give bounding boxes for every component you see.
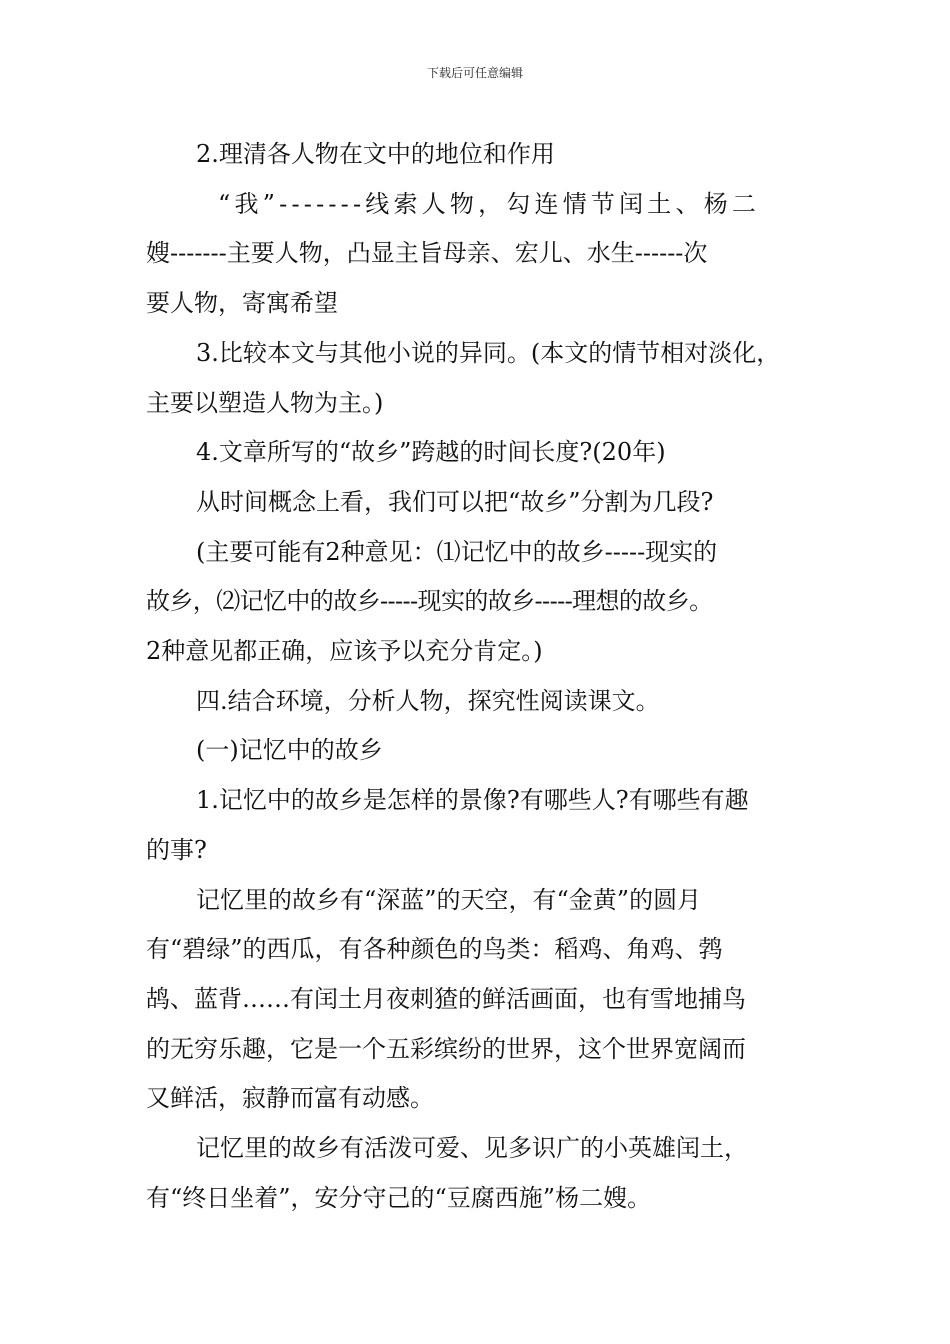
paragraph-line: 2种意见都正确，应该予以充分肯定。) <box>146 637 543 666</box>
paragraph-line: 1.记忆中的故乡是怎样的景像?有哪些人?有哪些有趣 <box>196 786 749 815</box>
paragraph-line: 2.理清各人物在文中的地位和作用 <box>196 140 555 168</box>
paragraph-line: 3.比较本文与其他小说的异同。(本文的情节相对淡化， <box>196 338 781 367</box>
document-body <box>146 130 810 1223</box>
paragraph-line: 故乡，⑵记忆中的故乡-----现实的故乡-----理想的故乡。 <box>146 587 713 616</box>
paragraph-line: (主要可能有2种意见：⑴记忆中的故乡-----现实的 <box>196 537 718 566</box>
paragraph-line: 记忆里的故乡有活泼可爱、见多识广的小英雄闰土， <box>196 1134 748 1163</box>
paragraph-line: 嫂-------主要人物，凸显主旨母亲、宏儿、水生------次 <box>146 239 708 268</box>
paragraph-line: 的事? <box>146 835 207 864</box>
paragraph-line: 四.结合环境，分析人物，探究性阅读课文。 <box>196 686 660 715</box>
paragraph-line: 4.文章所写的“故乡”跨越的时间长度?(20年) <box>196 438 666 467</box>
paragraph-line: 的无穷乐趣，它是一个五彩缤纷的世界，这个世界宽阔而 <box>146 1034 746 1063</box>
paragraph-line: 有“碧绿”的西瓜，有各种颜色的鸟类：稻鸡、角鸡、鹁 <box>146 935 723 964</box>
paragraph-line: 鸪、蓝背……有闰土月夜刺猹的鲜活画面，也有雪地捕鸟 <box>146 984 746 1013</box>
paragraph-line: 又鲜活，寂静而富有动感。 <box>146 1084 434 1113</box>
paragraph-line: 有“终日坐着”，安分守己的“豆腐西施”杨二嫂。 <box>146 1183 652 1212</box>
paragraph-line: 主要以塑造人物为主。) <box>146 388 384 417</box>
paragraph-line: 记忆里的故乡有“深蓝”的天空，有“金黄”的圆月 <box>196 885 702 914</box>
paragraph-line: 要人物，寄寓希望 <box>146 289 338 318</box>
paragraph-line: 从时间概念上看，我们可以把“故乡”分割为几段? <box>196 487 714 516</box>
paragraph-line: “我”-------线索人物，勾连情节闰土、杨二 <box>218 189 761 218</box>
paragraph-line: (一)记忆中的故乡 <box>196 736 383 765</box>
page-header-note: 下载后可任意编辑 <box>426 66 523 80</box>
